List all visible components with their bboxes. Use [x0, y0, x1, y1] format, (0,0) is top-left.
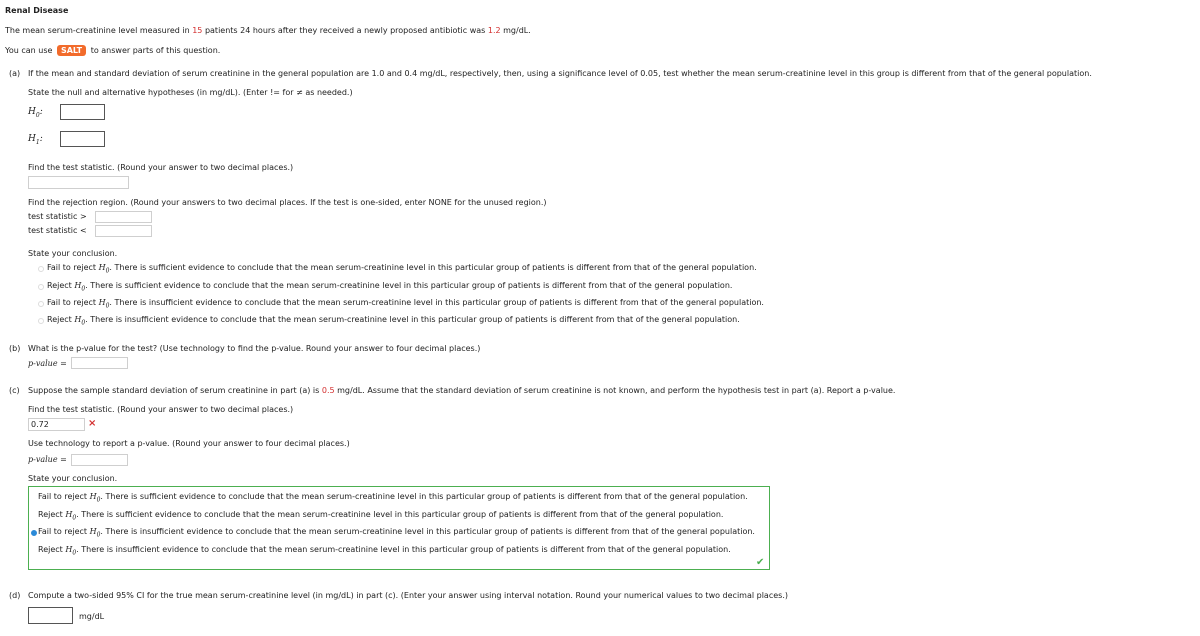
- intro-text-2: patients 24 hours after they received a newly proposed antibiotic was: [202, 26, 488, 35]
- part-c-label: (c): [9, 386, 20, 395]
- conclusion-c-option-1[interactable]: Fail to reject $H_0$. There is sufficient evidence to conclude that the mean serum-creatinine level in this particular group of patients is different from that of the general population.: [38, 492, 748, 504]
- part-a-label: (a): [9, 69, 21, 78]
- part-d-label: (d): [9, 591, 21, 600]
- part-c-question: Suppose the sample standard deviation of serum creatinine in part (a) is 0.5 mg/dL. Assume that the standard deviation of serum creatinine is not known, and perform the hypothesis test in part (a). Report a p-value.: [28, 386, 896, 395]
- pvalue-input-b[interactable]: [71, 357, 128, 369]
- conclusion-c-radio-selected[interactable]: [31, 530, 37, 536]
- conclusion-a-option-2[interactable]: Reject $H_0$. There is sufficient evidence to conclude that the mean serum-creatinine level in this particular group of patients is different from that of the general population.: [47, 281, 733, 293]
- rejection-upper-input[interactable]: [95, 211, 152, 223]
- ci-input[interactable]: [28, 607, 73, 624]
- intro-text-1: The mean serum-creatinine level measured in: [5, 26, 193, 35]
- test-statistic-input[interactable]: [28, 176, 129, 189]
- h0-label: $H_0$:: [28, 107, 43, 119]
- test-statistic-value-c: 0.72: [31, 420, 49, 429]
- hypotheses-prompt: State the null and alternative hypotheses (in mg/dL). (Enter != for ≠ as needed.): [28, 88, 353, 97]
- conclusion-a-option-4[interactable]: Reject $H_0$. There is insufficient evidence to conclude that the mean serum-creatinine level in this particular group of patients is different from that of the general population.: [47, 315, 740, 327]
- h1-label: $H_1$:: [28, 134, 43, 146]
- rejection-upper-label: test statistic >: [28, 212, 87, 221]
- conclusion-c-option-2[interactable]: Reject $H_0$. There is sufficient evidence to conclude that the mean serum-creatinine level in this particular group of patients is different from that of the general population.: [38, 510, 724, 522]
- conclusion-c-option-3[interactable]: Fail to reject $H_0$. There is insufficient evidence to conclude that the mean serum-creatinine level in this particular group of patients is different from that of the general population.: [38, 527, 755, 539]
- intro-text-3: mg/dL.: [500, 26, 531, 35]
- conclusion-a-radio-2[interactable]: [38, 284, 44, 290]
- pvalue-prompt-c: Use technology to report a p-value. (Round your answer to four decimal places.): [28, 439, 350, 448]
- salt-line: [5, 45, 220, 56]
- part-b-question: What is the p-value for the test? (Use technology to find the p-value. Round your answer to four decimal places.): [28, 344, 481, 353]
- problem-intro: [5, 26, 531, 35]
- test-statistic-prompt: Find the test statistic. (Round your answer to two decimal places.): [28, 163, 294, 172]
- salt-button[interactable]: SALT: [57, 45, 86, 56]
- salt-after-text: to answer parts of this question.: [90, 46, 221, 55]
- rejection-lower-input[interactable]: [95, 225, 152, 237]
- n-patients-value: 15: [192, 26, 203, 35]
- conclusion-a-option-3[interactable]: Fail to reject $H_0$. There is insufficient evidence to conclude that the mean serum-creatinine level in this particular group of patients is different from that of the general population.: [47, 298, 764, 310]
- conclusion-a-option-1[interactable]: Fail to reject $H_0$. There is sufficient evidence to conclude that the mean serum-creatinine level in this particular group of patients is different from that of the general population.: [47, 263, 757, 275]
- conclusion-prompt-c: State your conclusion.: [28, 474, 118, 483]
- part-a-question: If the mean and standard deviation of serum creatinine in the general population are 1.0 and 0.4 mg/dL, respectively, then, using a significance level of 0.05, test whether the mean serum-creatinine level in this group is different from that of the general population.: [28, 69, 1092, 78]
- pvalue-label-b: p-value =: [28, 359, 67, 368]
- conclusion-prompt-a: State your conclusion.: [28, 249, 118, 258]
- test-statistic-prompt-c: Find the test statistic. (Round your answer to two decimal places.): [28, 405, 294, 414]
- conclusion-c-option-4[interactable]: Reject $H_0$. There is insufficient evidence to conclude that the mean serum-creatinine level in this particular group of patients is different from that of the general population.: [38, 545, 731, 557]
- part-b-label: (b): [9, 344, 21, 353]
- rejection-region-prompt: Find the rejection region. (Round your answers to two decimal places. If the test is one-sided, enter NONE for the unused region.): [28, 198, 547, 207]
- section-title: Renal Disease: [5, 6, 69, 15]
- mean-value: 1.2: [487, 26, 501, 35]
- part-d-question: Compute a two-sided 95% CI for the true mean serum-creatinine level (in mg/dL) in part (c). (Enter your answer using interval notation. Round your numerical values to two decimal places.): [28, 591, 788, 600]
- test-statistic-input-c[interactable]: [28, 418, 85, 431]
- conclusion-a-radio-3[interactable]: [38, 301, 44, 307]
- sd-value: 0.5: [321, 386, 335, 395]
- h1-input[interactable]: [60, 131, 105, 147]
- ci-unit: mg/dL: [79, 612, 105, 621]
- correct-check-icon: ✔: [756, 557, 765, 568]
- rejection-lower-label: test statistic <: [28, 226, 87, 235]
- conclusion-a-radio-4[interactable]: [38, 318, 44, 324]
- incorrect-x-icon: ×: [88, 418, 97, 429]
- pvalue-label-c: p-value =: [28, 455, 67, 464]
- conclusion-a-radio-1[interactable]: [38, 266, 44, 272]
- salt-before-text: You can use: [5, 46, 53, 55]
- pvalue-input-c[interactable]: [71, 454, 128, 466]
- h0-input[interactable]: [60, 104, 105, 120]
